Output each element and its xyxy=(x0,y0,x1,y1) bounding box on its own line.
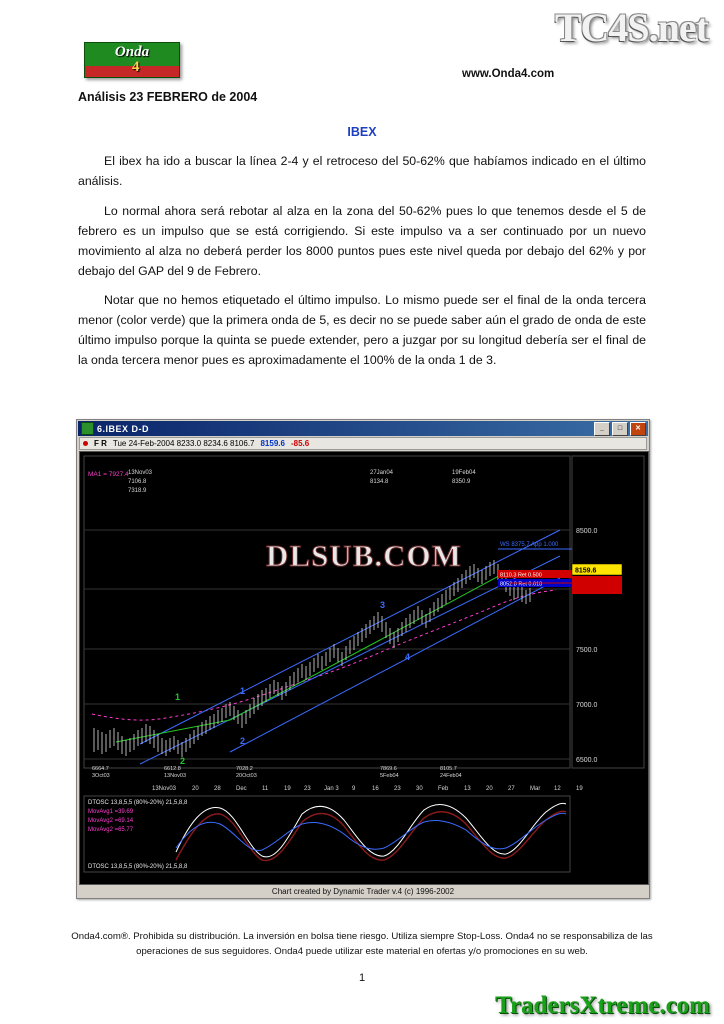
svg-text:DTOSC 13,8,5,5 (80%-20%) 21,5,: DTOSC 13,8,5,5 (80%-20%) 21,5,8,8 xyxy=(88,864,188,870)
svg-text:12: 12 xyxy=(554,786,561,792)
chart-window-title: 6.IBEX D-D xyxy=(97,423,150,434)
svg-text:7869.6: 7869.6 xyxy=(380,766,397,772)
svg-text:20: 20 xyxy=(486,786,493,792)
analysis-title: Análisis 23 FEBRERO de 2004 xyxy=(78,90,258,104)
svg-text:MovAvg1 =39.69: MovAvg1 =39.69 xyxy=(88,809,134,815)
maximize-button[interactable]: □ xyxy=(612,422,628,436)
svg-text:Dec: Dec xyxy=(236,786,247,792)
svg-text:19Feb04: 19Feb04 xyxy=(452,470,476,476)
chart-window xyxy=(76,419,650,899)
page-number: 1 xyxy=(358,972,366,984)
wave-label-2b: 2 xyxy=(240,736,246,746)
paragraph-3: Notar que no hemos etiquetado el último impulso. Lo mismo puede ser el final de la onda tercera menor (color verde) que la primera onda de 5, es decir no se puede saber aún el grado de onda de este último impulso porque la quinta se puede extender, pero a juzgar por su longitud debería ser el final de la onda tercera menor pues es aproximadamente el 100% de la onda 1 de 3. xyxy=(78,293,646,368)
svg-text:7028.2: 7028.2 xyxy=(236,766,253,772)
article-body xyxy=(78,152,646,381)
svg-text:28: 28 xyxy=(214,786,221,792)
svg-text:8500.0: 8500.0 xyxy=(576,528,598,535)
svg-text:24Feb04: 24Feb04 xyxy=(440,773,462,779)
chart-plot-area[interactable] xyxy=(79,451,649,885)
svg-text:19: 19 xyxy=(576,786,583,792)
site-url: www.Onda4.com xyxy=(462,68,555,80)
svg-text:MovAvg2 =65.77: MovAvg2 =65.77 xyxy=(88,827,134,833)
svg-text:23: 23 xyxy=(394,786,401,792)
record-dot-icon xyxy=(83,441,88,446)
chart-toolbar xyxy=(79,437,647,450)
svg-text:6500.0: 6500.0 xyxy=(576,757,598,764)
wave-label-4: 4 xyxy=(405,652,411,662)
svg-text:16: 16 xyxy=(372,786,379,792)
svg-text:8110.3 Ret 0.500: 8110.3 Ret 0.500 xyxy=(500,572,542,579)
svg-text:27: 27 xyxy=(508,786,515,792)
svg-text:9: 9 xyxy=(352,786,356,792)
svg-text:6664.7: 6664.7 xyxy=(92,766,109,772)
minimize-button[interactable]: _ xyxy=(594,422,610,436)
svg-text:7500.0: 7500.0 xyxy=(576,647,598,654)
svg-text:8159.6: 8159.6 xyxy=(575,567,597,575)
wave-label-2: 2 xyxy=(180,756,186,766)
svg-text:20: 20 xyxy=(192,786,199,792)
svg-text:MA1 = 7927.4: MA1 = 7927.4 xyxy=(88,471,129,478)
toolbar-last-price: 8159.6 xyxy=(260,439,285,448)
svg-text:3Oct03: 3Oct03 xyxy=(92,773,110,779)
onda4-logo xyxy=(84,42,180,78)
toolbar-ohlc-values: Tue 24-Feb-2004 8233.0 8234.6 8106.7 xyxy=(112,439,255,448)
logo-number: 4 xyxy=(132,59,140,75)
chart-window-titlebar xyxy=(78,421,648,436)
section-title-ibex: IBEX xyxy=(347,125,377,139)
footer-disclaimer: Onda4.com®. Prohibida su distribución. La inversión en bolsa tiene riesgo. Utiliza siempre Stop-Loss. Onda4 no se responsabiliza de las operaciones de sus seguidores. Onda4 puede utilizar este material en ofertas y/o promociones en su web. xyxy=(71,931,653,957)
svg-text:23: 23 xyxy=(304,786,311,792)
svg-text:7318.9: 7318.9 xyxy=(128,488,147,494)
svg-text:8350.9: 8350.9 xyxy=(452,479,471,485)
svg-text:8052.8 Ret 0.618: 8052.8 Ret 0.618 xyxy=(500,581,543,588)
svg-text:13Nov03: 13Nov03 xyxy=(164,773,187,779)
svg-text:5Feb04: 5Feb04 xyxy=(380,773,399,779)
svg-text:6612.8: 6612.8 xyxy=(164,766,181,772)
close-button[interactable]: ✕ xyxy=(630,422,646,436)
logo-word: Onda xyxy=(114,44,150,60)
svg-text:8105.7: 8105.7 xyxy=(440,766,457,772)
paragraph-1: El ibex ha ido a buscar la línea 2-4 y el retroceso del 50-62% que habíamos indicado en el último análisis. xyxy=(78,154,646,188)
svg-text:11: 11 xyxy=(262,786,269,792)
wave-label-1b: 1 xyxy=(240,686,246,696)
svg-text:DTOSC 13,8,5,5 (80%-20%) 21,5,: DTOSC 13,8,5,5 (80%-20%) 21,5,8,8 xyxy=(88,800,188,806)
chart-watermark: DLSUB.COM xyxy=(266,538,462,573)
svg-text:Jan 3: Jan 3 xyxy=(324,786,339,792)
window-buttons xyxy=(594,422,646,436)
svg-text:19: 19 xyxy=(284,786,291,792)
chart-app-icon xyxy=(81,422,94,435)
brand-tc4s: TC4S.net xyxy=(554,5,708,50)
paragraph-2: Lo normal ahora será rebotar al alza en la zona del 50-62% pues lo que tenemos desde el 5 de febrero es un impulso que se está corrigiendo. Si este impulso va a ser continuado por un nuevo movimiento al alza no deberá perder los 8000 puntos pues este nivel queda por debajo del 62% y por debajo del GAP del 9 de Febrero. xyxy=(78,203,646,278)
svg-text:13: 13 xyxy=(464,786,471,792)
toolbar-change: -85.6 xyxy=(290,439,310,448)
brand-tradersxtreme: TradersXtreme.com xyxy=(495,992,710,1019)
wave-label-1: 1 xyxy=(175,692,181,702)
toolbar-fr-label[interactable]: F R xyxy=(94,439,107,448)
svg-text:27Jan04: 27Jan04 xyxy=(370,470,394,476)
svg-text:7106.8: 7106.8 xyxy=(128,479,147,485)
svg-text:8134.8: 8134.8 xyxy=(370,479,389,485)
chart-svg xyxy=(80,452,648,884)
svg-text:WS 8375.7 App 1.000: WS 8375.7 App 1.000 xyxy=(500,542,559,548)
svg-text:20Oct03: 20Oct03 xyxy=(236,773,257,779)
svg-text:30: 30 xyxy=(416,786,423,792)
wave-label-3: 3 xyxy=(380,600,386,610)
svg-text:Feb: Feb xyxy=(438,786,449,792)
svg-text:13Nov03: 13Nov03 xyxy=(152,786,177,792)
svg-text:Mar: Mar xyxy=(530,786,541,792)
svg-text:MovAvg2 =69.14: MovAvg2 =69.14 xyxy=(88,818,134,824)
chart-footnote: Chart created by Dynamic Trader v.4 (c) 1996-2002 xyxy=(271,887,455,896)
svg-text:13Nov03: 13Nov03 xyxy=(128,470,153,476)
svg-text:7000.0: 7000.0 xyxy=(576,702,598,709)
